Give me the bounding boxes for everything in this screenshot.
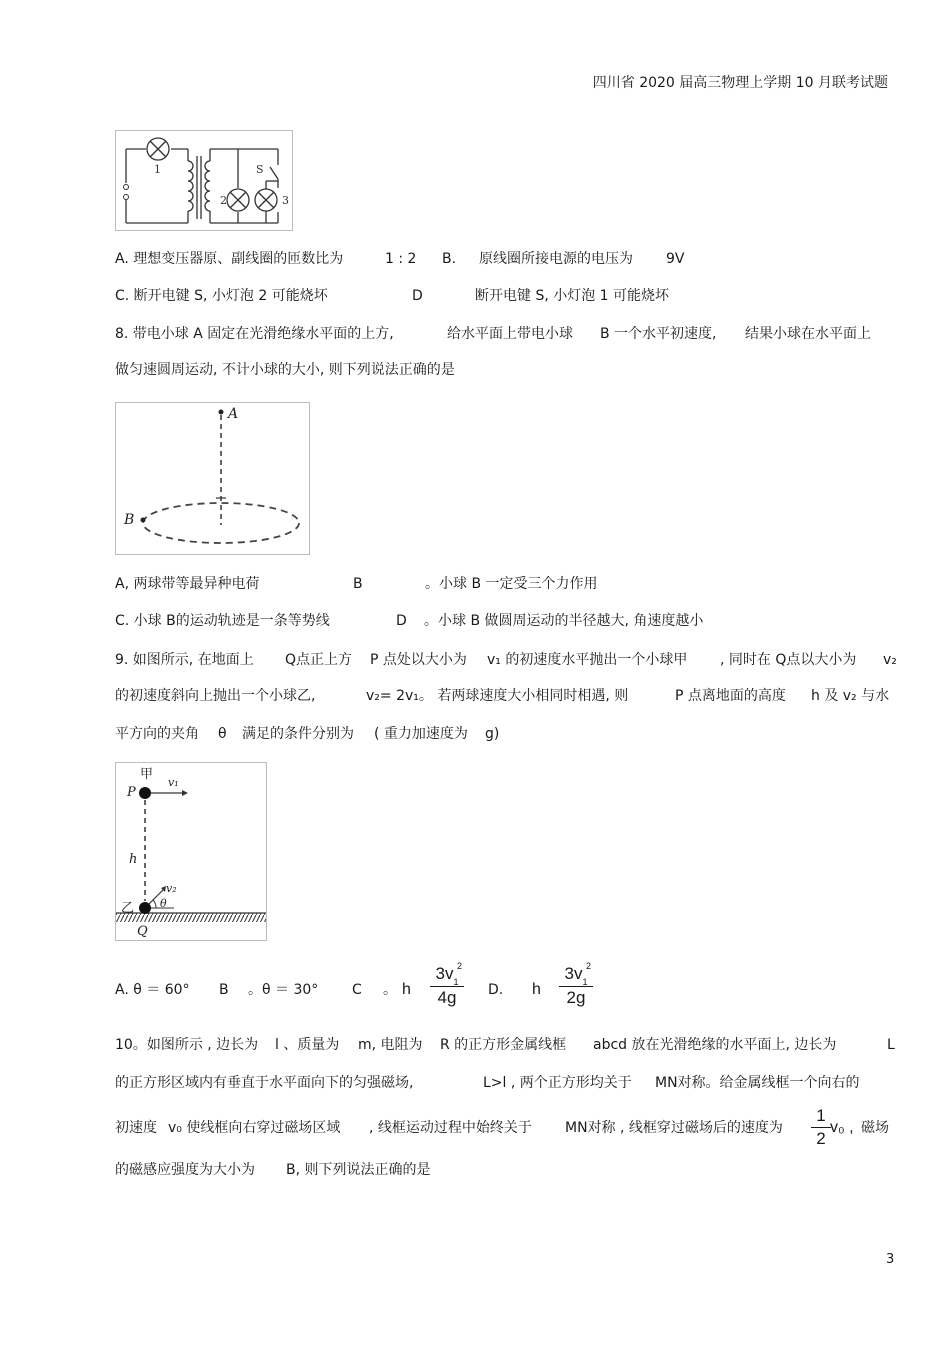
q8-stem-part: 8. 带电小球 A 固定在光滑绝缘水平面的上方,	[115, 326, 394, 342]
q9-stem-part: P 点处以大小为	[370, 652, 467, 668]
lamp-3-label: 3	[282, 194, 289, 207]
q7-option-b: 原线圈所接电源的电压为	[479, 251, 633, 267]
fraction-denominator: 4g	[437, 988, 457, 1008]
q7-option-b-value: 9V	[666, 251, 685, 267]
q10-stem-part: 磁场	[861, 1120, 889, 1136]
q10-stem-part: v₀ 使线框向右穿过磁场区域	[168, 1120, 341, 1136]
running-header: 四川省 2020 届高三物理上学期 10 月联考试题	[592, 75, 888, 91]
q7-option-d: 断开电键 S, 小灯泡 1 可能烧坏	[475, 288, 670, 304]
fraction-denominator: 2	[816, 1129, 826, 1148]
charged-ball-orbit-figure	[115, 402, 310, 555]
q9-stem-part: 的初速度斜向上抛出一个小球乙,	[115, 688, 316, 704]
q9-stem-part: 9. 如图所示, 在地面上	[115, 652, 254, 668]
q9-stem-part: 平方向的夹角	[115, 726, 199, 742]
q10-stem-part: 初速度	[115, 1120, 157, 1136]
subscript: 1	[582, 977, 588, 988]
transformer-circuit-figure	[115, 130, 293, 231]
q10-stem-part: 的磁感应强度为大小为	[115, 1162, 255, 1178]
q9-stem-part: v₁ 的初速度水平抛出一个小球甲	[487, 652, 688, 668]
q9-option-c-dot: 。	[383, 982, 397, 998]
q8-stem-part: 结果小球在水平面上	[745, 326, 871, 342]
q10-stem-part: MN对称 , 线框穿过磁场后的速度为	[565, 1120, 783, 1136]
fraction-bar	[430, 986, 464, 987]
q9-stem-part: Q点正上方	[285, 652, 353, 668]
q9-stem-part: , 同时在 Q点以大小为	[720, 652, 857, 668]
q10-v0: v₀ ,	[830, 1119, 854, 1136]
v1-label: v₁	[168, 776, 179, 789]
lamp-2-label: 2	[220, 194, 227, 207]
theta-label: θ	[160, 897, 167, 910]
point-q-label: Q	[137, 924, 148, 939]
subscript: 1	[453, 977, 459, 988]
orbit-diagram	[116, 403, 309, 554]
q10-stem-part: L>l , 两个正方形均关于	[483, 1075, 632, 1091]
lamp-1-label: 1	[154, 163, 161, 176]
q9-stem-part: ( 重力加速度为	[374, 726, 468, 742]
numerator-text: 3v	[435, 964, 454, 983]
q7-option-c: C. 断开电键 S, 小灯泡 2 可能烧坏	[115, 288, 328, 304]
q8-stem-line-2: 做匀速圆周运动, 不计小球的大小, 则下列说法正确的是	[115, 362, 455, 378]
q9-option-c-label: C	[352, 982, 362, 998]
q7-option-b-label: B.	[442, 251, 457, 267]
q10-stem-part: R 的正方形金属线框	[440, 1037, 567, 1053]
page-number: 3	[886, 1252, 895, 1267]
q9-stem-part: θ	[218, 726, 227, 742]
projectile-figure	[115, 762, 267, 941]
point-p-label: P	[127, 785, 136, 800]
fraction-numerator: 1	[816, 1106, 826, 1125]
fraction-numerator	[559, 961, 593, 988]
ball-jia-label: 甲	[140, 767, 154, 782]
q9-stem-part: g)	[485, 726, 500, 742]
q9-option-a: A. θ ＝ 60°	[115, 982, 190, 998]
q10-stem-part: m, 电阻为	[358, 1037, 423, 1053]
point-a-label: A	[228, 406, 239, 422]
q8-option-b: 。小球 B 一定受三个力作用	[425, 576, 598, 592]
q10-half-fraction	[811, 1106, 831, 1149]
q9-option-d-fraction	[559, 961, 593, 1008]
height-h-label: h	[129, 852, 138, 867]
q10-stem-part: abcd 放在光滑绝缘的水平面上, 边长为	[593, 1037, 837, 1053]
q7-option-d-label: D	[412, 288, 423, 304]
fraction-numerator	[430, 961, 464, 988]
fraction-bar	[559, 986, 593, 987]
q7-option-a-ratio: 1 : 2	[385, 251, 417, 267]
q8-option-d: 。小球 B 做圆周运动的半径越大, 角速度越小	[424, 613, 704, 629]
v2-label: v₂	[166, 882, 177, 895]
q8-stem-part: 给水平面上带电小球	[447, 326, 573, 342]
q8-option-c: C. 小球 B的运动轨迹是一条等势线	[115, 613, 330, 629]
q8-option-a: A, 两球带等最异种电荷	[115, 576, 260, 592]
q10-stem-part: MN对称。给金属线框一个向右的	[655, 1075, 860, 1091]
q10-stem-part: l 、质量为	[275, 1037, 340, 1053]
q8-option-d-label: D	[396, 613, 407, 629]
q9-stem-part: 满足的条件分别为	[242, 726, 354, 742]
switch-label: S	[256, 163, 264, 176]
superscript: 2	[456, 961, 462, 971]
fraction-bar	[811, 1127, 831, 1128]
transformer-diagram	[116, 131, 292, 230]
superscript: 2	[585, 961, 591, 971]
q10-stem-part: B, 则下列说法正确的是	[286, 1162, 431, 1178]
q9-stem-part: h 及 v₂ 与水	[811, 688, 890, 704]
q9-stem-part: P 点离地面的高度	[675, 688, 786, 704]
q10-stem-part: , 线框运动过程中始终关于	[369, 1120, 532, 1136]
fraction-denominator: 2g	[566, 988, 586, 1008]
numerator-text: 3v	[564, 964, 583, 983]
projectile-diagram	[116, 763, 266, 940]
q10-stem-part: 10。如图所示 , 边长为	[115, 1037, 259, 1053]
q9-option-d-label: D.	[488, 982, 504, 998]
q8-option-b-label: B	[353, 576, 363, 592]
q8-stem-part: B 一个水平初速度,	[600, 326, 717, 342]
q9-stem-part: v₂= 2v₁。 若两球速度大小相同时相遇, 则	[366, 688, 629, 704]
point-b-label: B	[124, 512, 135, 528]
ball-yi-label: 乙	[121, 901, 135, 916]
q9-option-d-h: h	[532, 981, 541, 998]
q9-stem-part: v₂	[883, 652, 897, 668]
q9-option-b: 。θ ＝ 30°	[248, 982, 319, 998]
q9-option-c-fraction	[430, 961, 464, 1008]
q10-stem-part: 的正方形区域内有垂直于水平面向下的匀强磁场,	[115, 1075, 414, 1091]
q9-option-b-label: B	[219, 982, 229, 998]
q9-option-c-h: h	[402, 981, 411, 998]
q7-option-a: A. 理想变压器原、副线圈的匝数比为	[115, 251, 344, 267]
q10-stem-part: L	[887, 1037, 895, 1053]
